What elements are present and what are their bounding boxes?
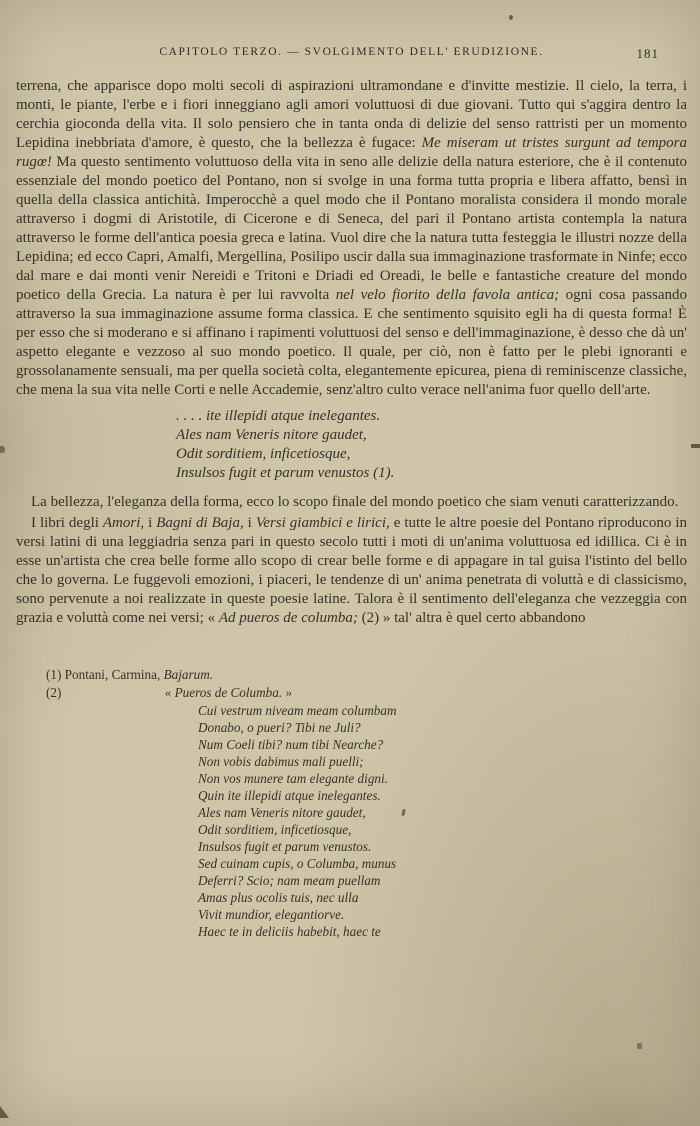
verse-line: Non vos munere tam elegante digni. <box>198 771 388 786</box>
text-run: terrena, che apparisce dopo molti secoli di aspirazioni ultramondane e d'invitte mestizie. Il cielo, la terra, i monti, le piante, l'erbe e i fiori inneggiano agli amori voluttuosi di due giovani. Tutto qui s'aggira dentro la cerchia gioconda della vita. Il solo pensiero che in tanta onda di delizie del senso rattristi per un momento Lepidina inebbriata d'amore, è questo, che la bellezza è fugace: <box>16 78 687 151</box>
verse-line: . . . . ite illepidi atque inelegantes. <box>176 408 381 424</box>
verse-line: Haec te in deliciis habebit, haec te <box>198 924 381 939</box>
verse-line: Deferri? Scio; nam meam puellam <box>198 873 381 888</box>
footnote-2-label: (2) <box>46 685 62 700</box>
scan-artifact <box>691 444 700 448</box>
verse-line: Cui vestrum niveam meam columbam <box>198 703 397 718</box>
text-run: e tutte le altre poesie del Pontano riproducono in versi latini di una leggiadria senza pari in questo secolo tutti i moti di un'anima voluttuosa ed idillica. Ci è in esse un'artista che crea belle forme allo scopo di crear belle forme e di appagare in tal guisa l'istinto del bello che lo governa. Le fuggevoli emozioni, i piaceri, le tendenze di un' anima penetrata di voluttà e di classicismo, sono pervenute a noi realizzate in queste poesie latine. Talora è il sentimento dell'eleganza che vezzeggia con grazia e voluttà come nei versi; « <box>16 515 687 626</box>
verse-line: Sed cuinam cupis, o Columba, munus <box>198 856 397 871</box>
italic-text-run: Ad pueros de columba; <box>218 610 358 626</box>
text-run: ogni cosa passando attraverso la sua immaginazione assume forma classica. E che sentimento squisito egli ha di questa forma! È per esso che si moderano e si affinano i rapimenti voluttuosi del senso e dell'immaginazione, è desso che dà un' aspetto elegante e vezzoso al suo mondo poetico. Il quale, per ciò, non è fatto per le plebi ignoranti e grossolanamente sensuali, ma per quella società colta, elegantemente epicurea, piena di reminiscenze classiche, che mena la sua vita nelle Corti e nelle Accademie, senz'altro culto verace nell'anima fuor quello dell'arte. <box>16 287 688 398</box>
paragraph-1 <box>16 77 687 400</box>
page-header <box>16 46 687 62</box>
italic-text-run: Bajarum. <box>163 667 214 682</box>
verse-line: Odit sorditiem, inficetiosque, <box>198 822 352 837</box>
text-run: Ma questo sentimento voluttuoso della vita in seno alle delizie della natura esteriore, che è il contenuto essenziale del mondo poetico del Pontano, non si svolge in una forma tutta propria e libera affatto, bensì in quella della classica antichità. Imperocchè a quel modo che il Pontano moralista considera il mondo morale attraverso i dogmi di Aristotile, di Cicerone e di Seneca, del pari il Pontano artista contempla la natura attraverso le forme dell'antica poesia greca e latina. Vuol dire che la natura tutta festeggia le illustri nozze della Lepidina; ed ecco Capri, Amalfi, Mergellina, Posilipo uscir dalla sua immaginazione trasformate in Ninfe; ecco dal mare e dai monti venir Nereidi e Tritoni e Driadi ed Oreadi, le belle e fantastiche creature del mondo poetico della Grecia. La natura è per lui ravvolta <box>16 154 687 303</box>
scan-artifact <box>0 446 5 453</box>
verse-line: Odit sorditiem, inficetiosque, <box>176 446 351 462</box>
verse-line: Vivit mundior, elegantiorve. <box>198 907 345 922</box>
chapter-running-title: CAPITOLO TERZO. — SVOLGIMENTO DELL' ERUDIZIONE. <box>159 46 544 58</box>
scan-artifact <box>509 15 513 20</box>
verse-line: Amas plus ocolis tuis, nec ulla <box>198 890 359 905</box>
text-run: (2) » tal' altra è quel certo abbandono <box>357 610 586 626</box>
paragraph-3 <box>16 514 687 628</box>
italic-text-run: Versi giambici e lirici, <box>255 515 390 531</box>
verse-line: Ales nam Veneris nitore gaudet, <box>198 805 366 820</box>
footnotes-block <box>16 666 687 940</box>
footnote-2-title: « Pueros de Columba. » <box>164 685 293 700</box>
verse-block <box>176 407 687 483</box>
text-run: I libri degli <box>31 515 103 531</box>
scan-artifact <box>637 1043 642 1049</box>
footnote-1 <box>46 666 687 683</box>
italic-text-run: nel velo fiorito della favola antica; <box>335 287 560 303</box>
text-run: (1) Pontani, Carmina, <box>46 667 164 682</box>
page-number: 181 <box>636 46 659 61</box>
verse-line: Ales nam Veneris nitore gaudet, <box>176 427 367 443</box>
paragraph-2: La bellezza, l'eleganza della forma, ecco lo scopo finale del mondo poetico che siam venuti caratterizzando. <box>31 494 679 510</box>
italic-text-run: Amori, <box>102 515 145 531</box>
verse-line: Donabo, o pueri? Tibi ne Juli? <box>198 720 361 735</box>
footnote-2 <box>46 684 687 701</box>
verse-line: Num Coeli tibi? num tibi Nearche? <box>198 737 384 752</box>
verse-line: Insulsos fugit et parum venustos. <box>198 839 372 854</box>
text-run: i <box>243 515 256 531</box>
text-run: i <box>144 515 157 531</box>
italic-text-run: Me miseram ut tristes surgunt ad tempora rugœ! <box>16 135 687 170</box>
verse-line: Non vobis dabimus mali puelli; <box>198 754 364 769</box>
footnote-verse-block <box>198 702 687 940</box>
italic-text-run: Bagni di Baja, <box>156 515 244 531</box>
verse-line: Insulsos fugit et parum venustos (1). <box>176 465 395 481</box>
main-text-block <box>16 77 687 628</box>
verse-line: Quin ite illepidi atque inelegantes. <box>198 788 381 803</box>
